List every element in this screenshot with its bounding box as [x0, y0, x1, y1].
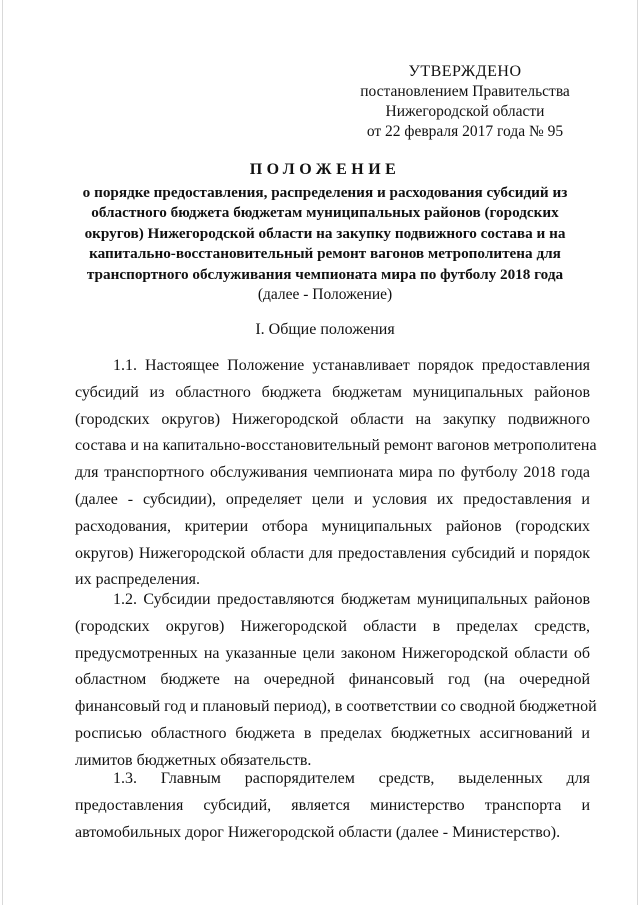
text-line: расходования, критерии отбора муниципальных районов (городских: [75, 517, 590, 535]
text-line: областном бюджете на очередной финансовый год (на очередной: [75, 671, 590, 689]
approval-stamp-block: [340, 62, 590, 142]
text-line: (далее - субсидии), определяет цели и условия их предоставления и: [75, 490, 590, 508]
text-line: состава и на капитально-восстановительный ремонт вагонов метрополитена: [75, 437, 597, 455]
approval-line: постановлением Правительства: [360, 83, 570, 100]
approval-line: от 22 февраля 2017 года № 95: [366, 123, 564, 140]
text-line: субсидий из областного бюджета бюджетам муниципальных районов: [75, 383, 590, 401]
text-line: для транспортного обслуживания чемпионата мира по футболу 2018 года: [75, 464, 590, 482]
approved-label: УТВЕРЖДЕНО: [408, 63, 522, 80]
document-title: ПОЛОЖЕНИЕ: [249, 161, 401, 178]
text-line: автомобильных дорог Нижегородской области (далее - Министерство).: [75, 823, 561, 841]
text-line: предусмотренных на указанные цели законом Нижегородской области об: [75, 644, 590, 662]
text-line: 1.1. Настоящее Положение устанавливает порядок предоставления: [113, 357, 590, 374]
text-line: финансовый год и плановый период), в соответствии со сводной бюджетной: [75, 698, 597, 716]
title-subtitle-line: о порядке предоставления, распределения и расходования субсидий из: [82, 183, 568, 201]
title-subtitle-line: округов) Нижегородской области на закупку подвижного состава и на: [84, 224, 566, 242]
text-line: предоставления субсидий, является министерство транспорта и: [75, 796, 590, 814]
text-line: (городских округов) Нижегородской области на закупку подвижного: [75, 410, 590, 428]
text-line: 1.3. Главным распорядителем средств, выделенных для: [113, 770, 590, 787]
text-line: 1.2. Субсидии предоставляются бюджетам муниципальных районов: [113, 591, 590, 608]
text-line: росписью областного бюджета в пределах бюджетных ассигнований и: [75, 724, 590, 742]
approval-line: Нижегородской области: [385, 103, 545, 120]
title-subtitle-line: транспортного обслуживания чемпионата мира по футболу 2018 года: [86, 265, 564, 283]
title-subtitle-line: капитально-восстановительный ремонт вагонов метрополитена для: [89, 245, 561, 262]
paragraph-1-2: [75, 587, 597, 775]
text-line: округов) Нижегородской области для предоставления субсидий и порядок: [75, 544, 590, 562]
title-subtitle-line: областного бюджета бюджетам муниципальных районов (городских: [91, 204, 559, 221]
document-title-block: [60, 160, 590, 306]
scan-edge-right: [637, 0, 638, 905]
title-note: (далее - Положение): [257, 286, 393, 303]
text-line: (городских округов) Нижегородской области в пределах средств,: [75, 617, 590, 635]
paragraph-1-3: [75, 766, 590, 846]
text-line: их распределения.: [75, 571, 201, 589]
scan-edge-left: [2, 0, 3, 905]
section-heading: I. Общие положения: [255, 321, 395, 338]
paragraph-1-1: [75, 353, 597, 594]
text-line: лимитов бюджетных обязательств.: [75, 751, 312, 769]
